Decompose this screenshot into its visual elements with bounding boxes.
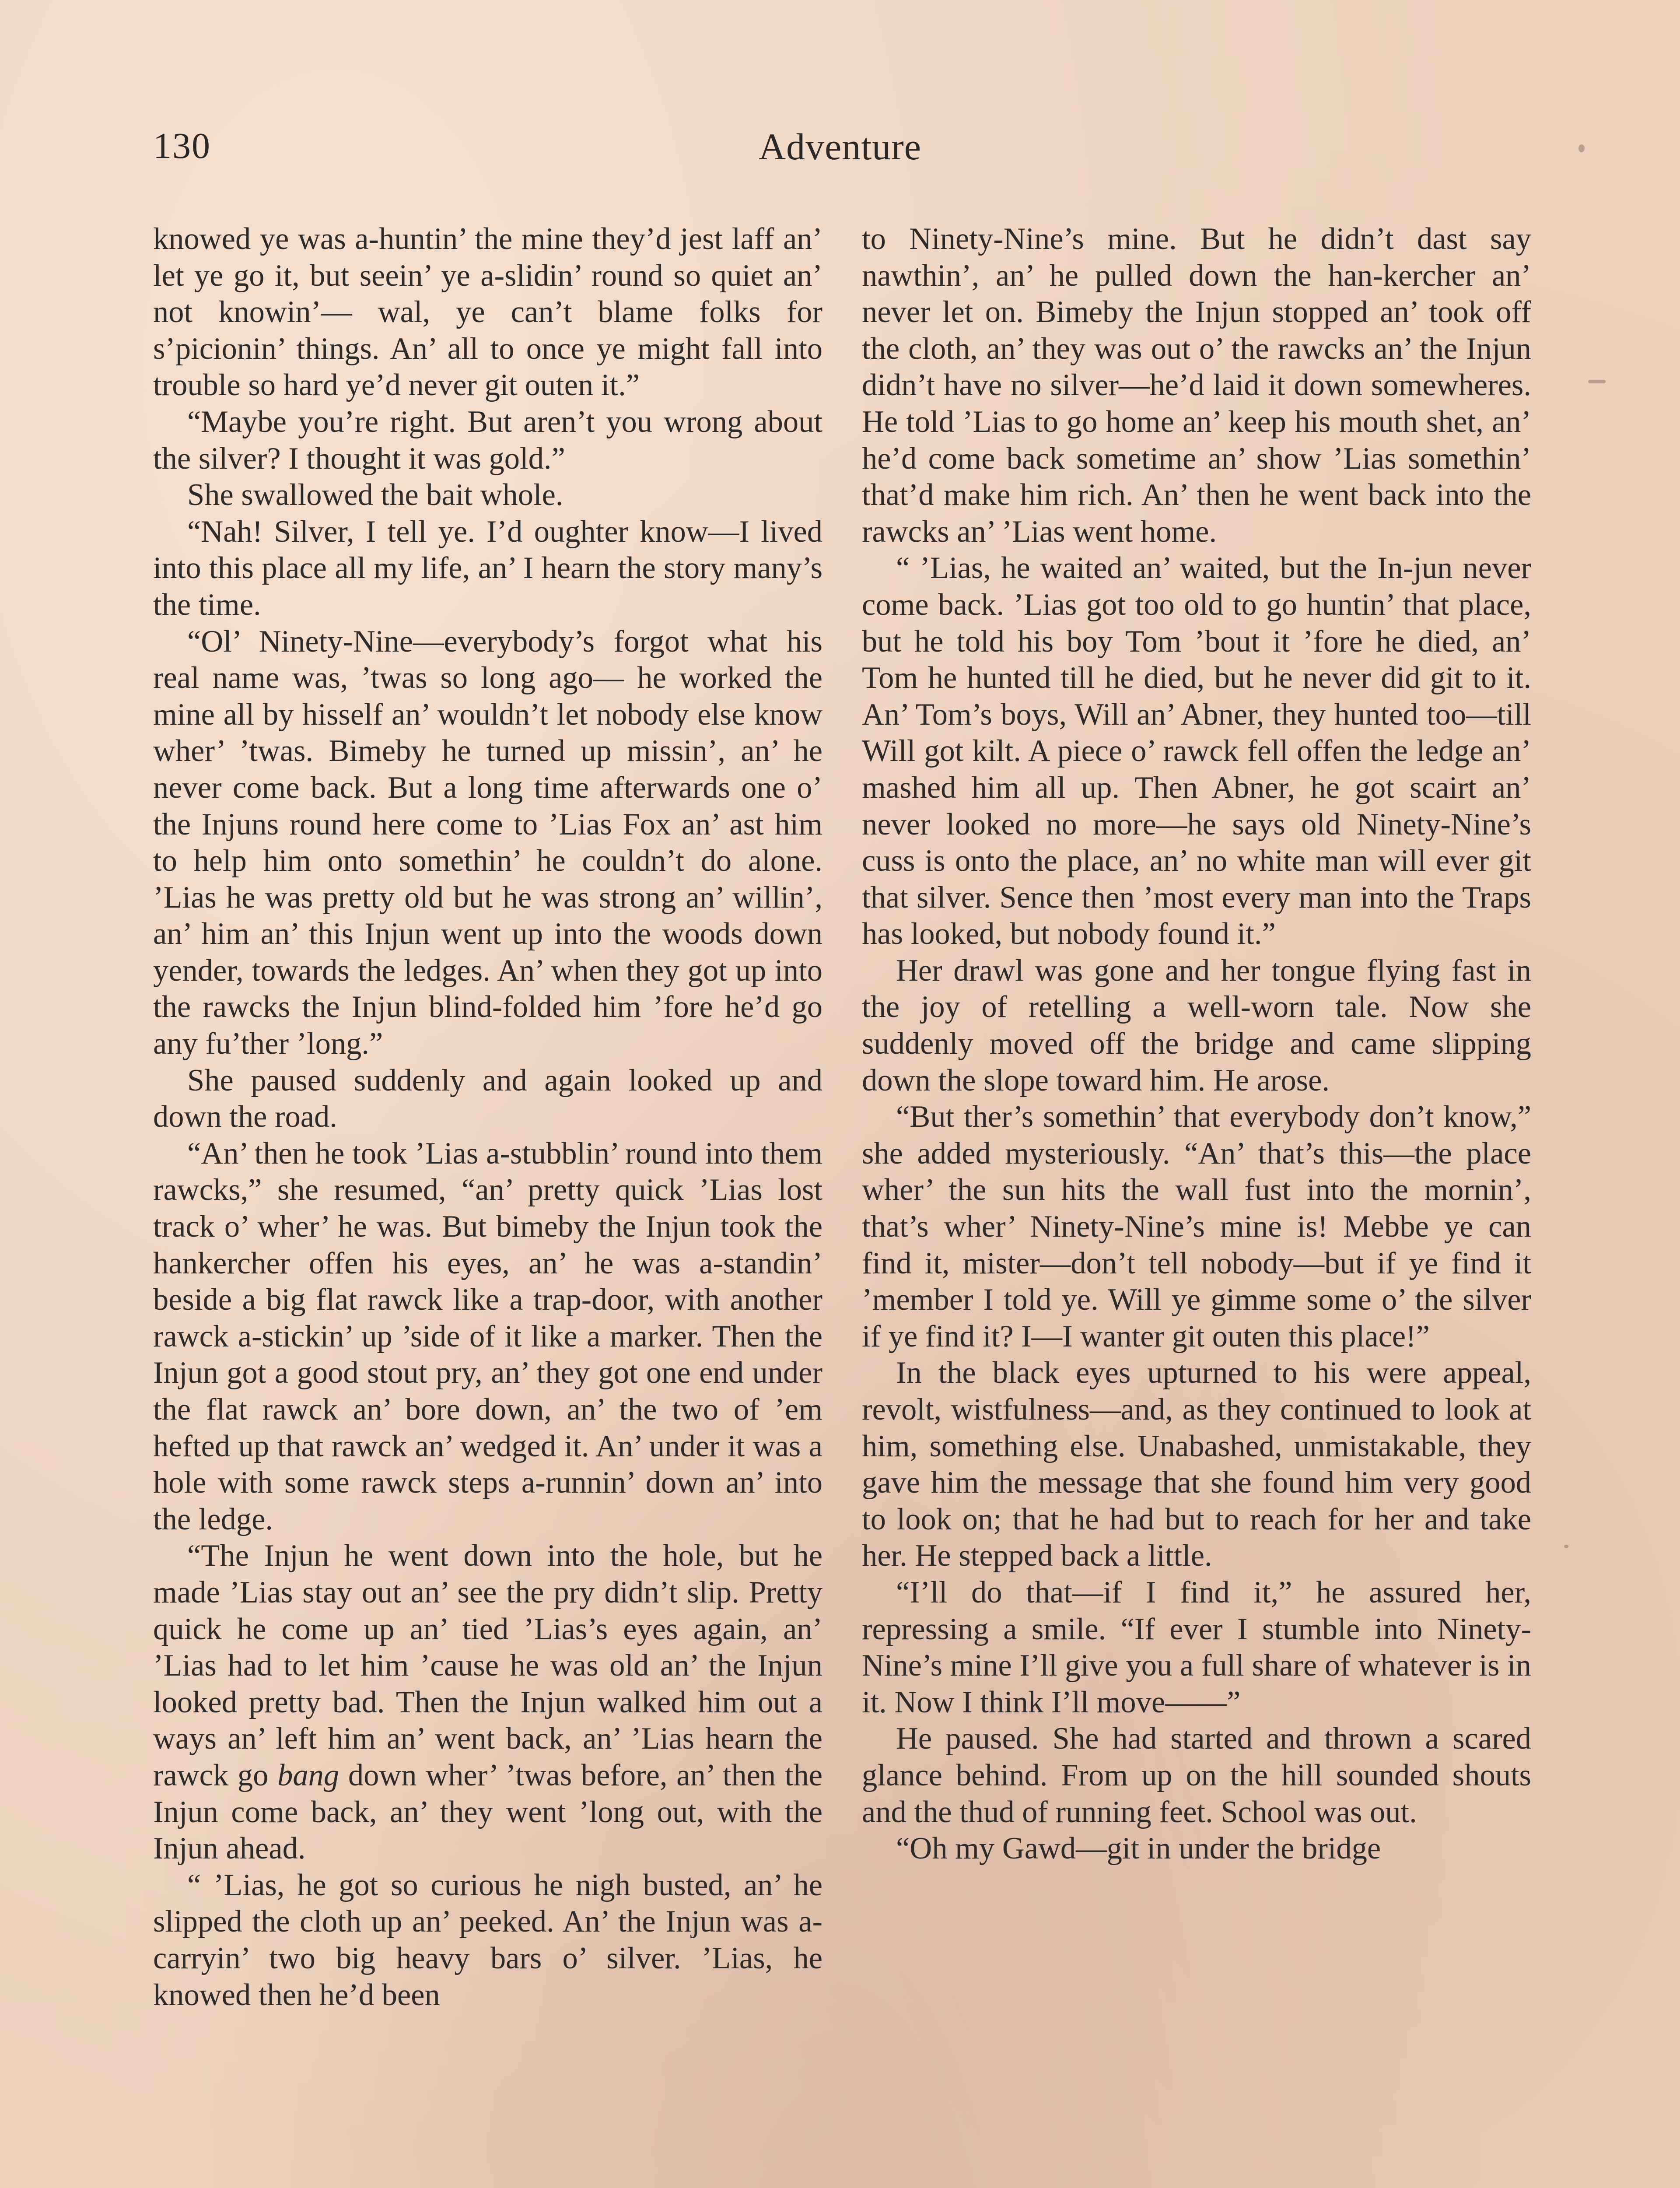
paragraph-text: “The Injun he went down into the hole, but he made ’Lias stay out an’ see the pry didn’t slip. Pretty quick he come up an’ tied ’Lias’s eyes again, an’ ’Lias had to let him ’cause he was old an’ the Injun looked pretty bad. Then the Injun walked him out a ways an’ left him an’ went back, an’ ’Lias hearn the rawck go [153, 1539, 822, 1792]
paragraph: “But ther’s somethin’ that everybody don’t know,” she added mysteriously. “An’ that’s this—the place wher’ the sun hits the wall fust into the mornin’, that’s wher’ Ninety-Nine’s mine is! Mebbe ye can find it, mister—don’t tell nobody—but if ye find it ’member I told ye. Will ye gimme some o’ the silver if ye find it? I—I wanter git outen this place!” [862, 1100, 1531, 1353]
paragraph: “An’ then he took ’Lias a-stubblin’ round into them rawcks,” she resumed, “an’ pretty quick ’Lias lost track o’ wher’ he was. But bimeby the Injun took the hankercher offen his eyes, an’ he was a-standin’ beside a big flat rawck like a trap-door, with another rawck a-stickin’ up ’side of it like a marker. Then the Injun got a good stout pry, an’ they got one end under the flat rawck an’ bore down, an’ the two of ’em hefted up that rawck an’ wedged it. An’ under it was a hole with some rawck steps a-runnin’ down an’ into the ledge. [153, 1136, 822, 1536]
paragraph: “ ’Lias, he got so curious he nigh busted, an’ he slipped the cloth up an’ peeked. An’ the Injun was a-carryin’ two big heavy bars o’ silver. ’Lias, he knowed then he’d been [153, 1868, 822, 2012]
paragraph: In the black eyes upturned to his were appeal, revolt, wistfulness—and, as they continued to look at him, something else. Unabashed, unmistakable, they gave him the message that she found him very good to look on; that he had but to reach for her and take her. He stepped back a little. [862, 1356, 1531, 1573]
paper-speck [1578, 144, 1585, 152]
page-number: 130 [153, 126, 211, 166]
paragraph: “ ’Lias, he waited an’ waited, but the In-jun never come back. ’Lias got too old to go huntin’ that place, but he told his boy Tom ’bout it ’fore he died, an’ Tom he hunted till he died, but he never did git to it. An’ Tom’s boys, Will an’ Abner, they hunted too—till Will got kilt. A piece o’ rawck fell offen the ledge an’ mashed him all up. Then Abner, he got scairt an’ never looked no more—he says old Ninety-Nine’s cuss is onto the place, an’ no white man will ever git that silver. Sence then ’most every man into the Traps has looked, but nobody found it.” [862, 551, 1531, 951]
page-header [153, 125, 1527, 177]
paragraph: He paused. She had started and thrown a scared glance behind. From up on the hill sounded shouts and the thud of running feet. School was out. [862, 1722, 1531, 1829]
paragraph-text: down wher’ ’twas before, an’ then the Injun come back, an’ they went ’long out, with the Injun ahead. [153, 1758, 822, 1866]
paragraph: She swallowed the bait whole. [187, 478, 564, 512]
paragraph: “I’ll do that—if I find it,” he assured her, repressing a smile. “If ever I stumble into Ninety-Nine’s mine I’ll give you a full share of whatever is in it. Now I think I’ll move——” [862, 1575, 1531, 1719]
paragraph: “Maybe you’re right. But aren’t you wrong about the silver? I thought it was gold.” [153, 404, 822, 476]
paragraph [153, 1538, 822, 1867]
paper-speck [1588, 380, 1606, 383]
paragraph: Her drawl was gone and her tongue flying fast in the joy of retelling a well-worn tale. Now she suddenly moved off the bridge and came slipping down the slope toward him. He arose. [862, 953, 1531, 1098]
right-column [862, 221, 1531, 1867]
emphasis-word: bang [277, 1758, 340, 1792]
paragraph: “Nah! Silver, I tell ye. I’d oughter know—I lived into this place all my life, an’ I hearn the story many’s the time. [153, 514, 822, 622]
paper-speck [1564, 1545, 1568, 1548]
running-title: Adventure [759, 126, 921, 168]
paragraph: to Ninety-Nine’s mine. But he didn’t dast say nawthin’, an’ he pulled down the han-kercher an’ never let on. Bimeby the Injun stopped an’ took off the cloth, an’ they was out o’ the rawcks an’ the Injun didn’t have no silver—he’d laid it down somewheres. He told ’Lias to go home an’ keep his mouth shet, an’ he’d come back sometime an’ show ’Lias somethin’ that’d make him rich. An’ then he went back into the rawcks an’ ’Lias went home. [862, 222, 1531, 549]
paragraph: knowed ye was a-huntin’ the mine they’d jest laff an’ let ye go it, but seein’ ye a-slidin’ round so quiet an’ not knowin’— wal, ye can’t blame folks for s’picionin’ things. An’ all to once ye might fall into trouble so hard ye’d never git outen it.” [153, 222, 822, 403]
paragraph: “Oh my Gawd—git in under the bridge [896, 1831, 1381, 1866]
left-column [153, 221, 822, 2013]
paragraph: She paused suddenly and again looked up and down the road. [153, 1063, 822, 1134]
paragraph: “Ol’ Ninety-Nine—everybody’s forgot what his real name was, ’twas so long ago— he worked the mine all by hisself an’ wouldn’t let nobody else know wher’ ’twas. Bimeby he turned up missin’, an’ he never come back. But a long time afterwards one o’ the Injuns round here come to ’Lias Fox an’ ast him to help him onto somethin’ he couldn’t do alone. ’Lias he was pretty old but he was strong an’ willin’, an’ him an’ this Injun went up into the woods down yender, towards the ledges. An’ when they got up into the rawcks the Injun blind-folded him ’fore he’d go any fu’ther ’long.” [153, 624, 822, 1061]
